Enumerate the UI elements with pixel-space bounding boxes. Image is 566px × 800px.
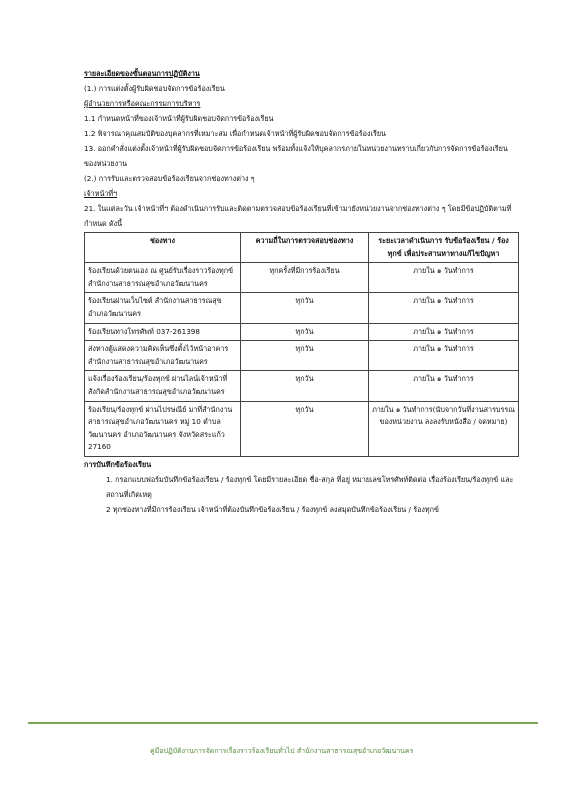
cell-channel: แจ้งเรื่องร้องเรียน/ร้องทุกข์ ผ่านไลน์เจ้าหน้าที่สังกัดสำนักงานสาธารณสุขอำเภอวัฒนานคร bbox=[85, 371, 241, 401]
record-heading: การบันทึกข้อร้องเรียน bbox=[84, 459, 152, 469]
item-1-3: 13. ออกคำสั่งแต่งตั้งเจ้าหน้าที่ผู้รับผิดชอบจัดการข้อร้องเรียน พร้อมทั้งแจ้งให้บุคลากรภายในหน่วยงานทราบเกี่ยวกับการจัดการข้อร้องเรียนของหน่วยงาน bbox=[84, 144, 508, 168]
item-2-1: 21. ในแต่ละวัน เจ้าหน้าที่ฯ ต้องดำเนินการรับและติดตามตรวจสอบข้อร้องเรียนที่เข้ามายังหน่วยงานจากช่องทางต่าง ๆ โดยมีข้อปฏิบัติตามที่กำหนด ดังนี้ bbox=[84, 204, 512, 228]
cell-frequency: ทุกวัน bbox=[241, 401, 369, 456]
table-row bbox=[85, 323, 519, 341]
table-row bbox=[85, 341, 519, 371]
channel-table bbox=[84, 232, 519, 457]
cell-frequency: ทุกครั้งที่มีการร้องเรียน bbox=[241, 263, 369, 293]
footer-divider bbox=[28, 722, 538, 724]
page-footer: คู่มือปฏิบัติงานการจัดการเรื่องราวร้องเรียนทั่วไป สำนักงานสาธารณสุขอำเภอวัฒนานคร bbox=[150, 747, 414, 755]
cell-duration: ภายใน ๑ วันทำการ bbox=[369, 371, 519, 401]
cell-frequency: ทุกวัน bbox=[241, 341, 369, 371]
cell-duration: ภายใน ๑ วันทำการ bbox=[369, 263, 519, 293]
record-item-2: 2 ทุกช่องทางที่มีการร้องเรียน เจ้าหน้าที่ต้องบันทึกข้อร้องเรียน / ร้องทุกข์ ลงสมุดบันทึกข้อร้องเรียน / ร้องทุกข์ bbox=[106, 504, 439, 514]
item-1-2: 1.2 พิจารณาคุณสมบัติของบุคลากรที่เหมาะสม เพื่อกำหนดเจ้าหน้าที่ผู้รับผิดชอบจัดการข้อร้องเรียน bbox=[84, 129, 386, 138]
cell-frequency: ทุกวัน bbox=[241, 371, 369, 401]
admin-heading: ผู้อำนวยการหรือคณะกรรมการบริหาร bbox=[84, 99, 201, 108]
table-row bbox=[85, 263, 519, 293]
cell-duration: ภายใน ๑ วันทำการ bbox=[369, 293, 519, 323]
table-row bbox=[85, 401, 519, 456]
document-body bbox=[84, 66, 514, 517]
cell-channel: ร้องเรียนผ่านเว็บไซต์ สำนักงานสาธารณสุขอำเภอวัฒนานคร bbox=[85, 293, 241, 323]
officer-heading: เจ้าหน้าที่ฯ bbox=[84, 189, 118, 198]
cell-channel: ร้องเรียนด้วยตนเอง ณ ศูนย์รับเรื่องราวร้องทุกข์สำนักงานสาธารณสุขอำเภอวัฒนานคร bbox=[85, 263, 241, 293]
table-row bbox=[85, 371, 519, 401]
col-header-frequency: ความถี่ในการตรวจสอบช่องทาง bbox=[241, 233, 369, 263]
step-2: (2.) การรับและตรวจสอบข้อร้องเรียนจากช่องทางต่าง ๆ bbox=[84, 174, 255, 183]
cell-channel: ร้องเรียนทางโทรศัพท์ 037-261398 bbox=[85, 323, 241, 341]
cell-channel: ส่งทางตู้แสดงความคิดเห็นซึ่งตั้งไว้หน้าอาคารสำนักงานสาธารณสุขอำเภอวัฒนานคร bbox=[85, 341, 241, 371]
cell-frequency: ทุกวัน bbox=[241, 293, 369, 323]
cell-duration: ภายใน ๑ วันทำการ bbox=[369, 323, 519, 341]
table-row bbox=[85, 293, 519, 323]
cell-channel: ร้องเรียน/ร้องทุกข์ ผ่านไปรษณีย์ มาที่สำนักงานสาธารณสุขอำเภอวัฒนานคร หมู่ 10 ตำบลวัฒนานคร อำเภอวัฒนานคร จังหวัดสระแก้ว 27160 bbox=[85, 401, 241, 456]
step-1: (1.) การแต่งตั้งผู้รับผิดชอบจัดการข้อร้องเรียน bbox=[84, 84, 225, 93]
col-header-channel: ช่องทาง bbox=[85, 233, 241, 263]
table-header-row bbox=[85, 233, 519, 263]
col-header-duration: ระยะเวลาดำเนินการ รับข้อร้องเรียน / ร้องทุกข์ เพื่อประสานหาทางแก้ไขปัญหา bbox=[369, 233, 519, 263]
item-1-1: 1.1 กำหนดหน้าที่ของเจ้าหน้าที่ผู้รับผิดชอบจัดการข้อร้องเรียน bbox=[84, 114, 274, 123]
section-heading: รายละเอียดของขั้นตอนการปฏิบัติงาน bbox=[84, 69, 200, 78]
record-item-1: 1. กรอกแบบฟอร์มบันทึกข้อร้องเรียน / ร้องทุกข์ โดยมีรายละเอียด ชื่อ-สกุล ที่อยู่ หมายเลขโทรศัพท์ติดต่อ เรื่องร้องเรียน/ร้องทุกข์ และสถานที่เกิดเหตุ bbox=[106, 474, 514, 499]
cell-duration: ภายใน ๑ วันทำการ(นับจากวันที่งานสารบรรณของหน่วยงาน ลงลงรับหนังสือ / จดหมาย) bbox=[369, 401, 519, 456]
cell-frequency: ทุกวัน bbox=[241, 323, 369, 341]
cell-duration: ภายใน ๑ วันทำการ bbox=[369, 341, 519, 371]
